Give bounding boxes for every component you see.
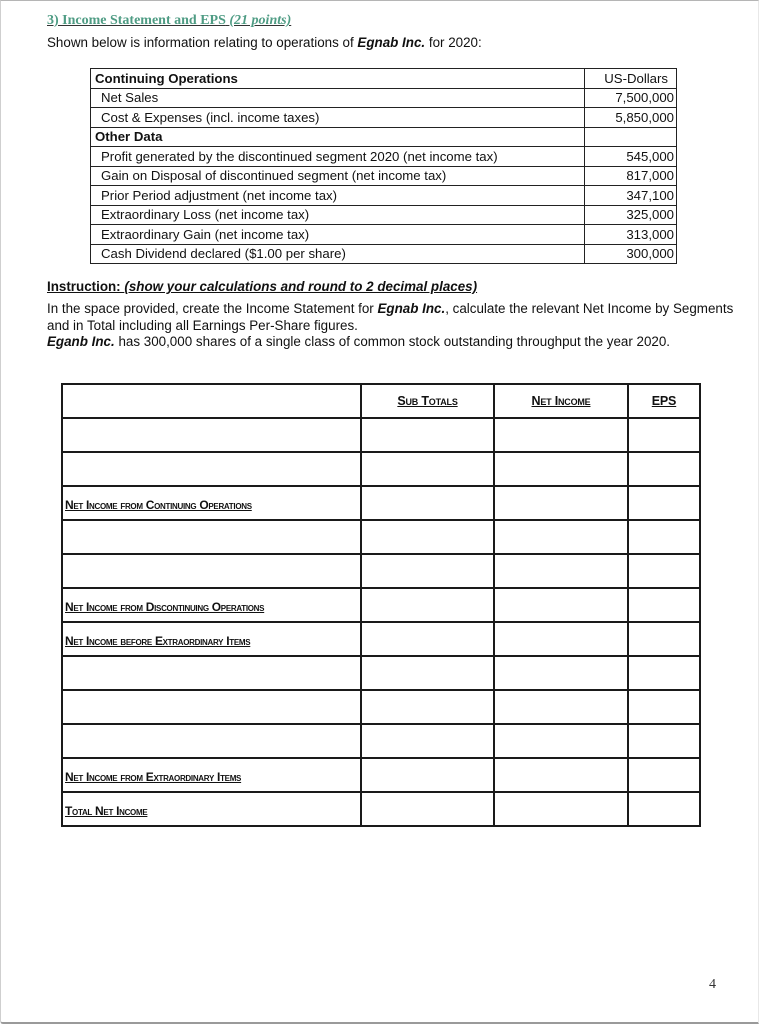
title-text: 3) Income Statement and EPS	[47, 13, 226, 28]
eps-cell[interactable]	[628, 622, 700, 656]
table-row	[91, 88, 677, 108]
net-income-cell[interactable]	[494, 418, 628, 452]
eps-cell[interactable]	[628, 758, 700, 792]
eps-cell[interactable]	[628, 486, 700, 520]
row-value: 7,500,000	[585, 88, 677, 108]
section-heading: Other Data	[91, 127, 585, 147]
net-income-cell[interactable]	[494, 486, 628, 520]
table-row	[91, 205, 677, 225]
net-income-cell[interactable]	[494, 656, 628, 690]
subtotal-cell[interactable]	[361, 486, 494, 520]
label-cell[interactable]	[62, 622, 361, 656]
table-row	[91, 244, 677, 264]
row-label	[63, 705, 65, 711]
row-label: Extraordinary Loss (net income tax)	[91, 205, 585, 225]
row-label: Cost & Expenses (incl. income taxes)	[91, 108, 585, 128]
row-value: 347,100	[585, 186, 677, 206]
intro-suffix: for 2020:	[425, 35, 482, 50]
row-value: 325,000	[585, 205, 677, 225]
eps-cell[interactable]	[628, 588, 700, 622]
net-income-cell[interactable]	[494, 588, 628, 622]
eps-cell[interactable]	[628, 792, 700, 826]
operations-data-table	[90, 68, 677, 264]
row-label: Net Income before Extraordinary Items	[65, 634, 251, 648]
header-row	[62, 384, 700, 418]
header-cell-subtotals	[361, 384, 494, 418]
label-cell[interactable]	[62, 656, 361, 690]
table-row	[91, 186, 677, 206]
label-cell[interactable]	[62, 588, 361, 622]
answer-row	[62, 622, 700, 656]
answer-row	[62, 588, 700, 622]
row-value: 817,000	[585, 166, 677, 186]
subtotal-cell[interactable]	[361, 588, 494, 622]
label-cell[interactable]	[62, 690, 361, 724]
answer-row	[62, 452, 700, 486]
row-value: 545,000	[585, 147, 677, 167]
label-cell[interactable]	[62, 792, 361, 826]
row-label: Extraordinary Gain (net income tax)	[91, 225, 585, 245]
subtotal-cell[interactable]	[361, 554, 494, 588]
currency-heading: US-Dollars	[585, 69, 677, 89]
label-cell[interactable]	[62, 452, 361, 486]
eps-cell[interactable]	[628, 656, 700, 690]
answer-row	[62, 418, 700, 452]
net-income-cell[interactable]	[494, 724, 628, 758]
answer-row	[62, 656, 700, 690]
answer-row	[62, 690, 700, 724]
subtotal-cell[interactable]	[361, 520, 494, 554]
eps-cell[interactable]	[628, 690, 700, 724]
eps-cell[interactable]	[628, 452, 700, 486]
row-label: Total Net Income	[65, 804, 148, 818]
row-label: Gain on Disposal of discontinued segment (net income tax)	[91, 166, 585, 186]
net-income-cell[interactable]	[494, 758, 628, 792]
table-row	[91, 225, 677, 245]
row-label: Net Income from Extraordinary Items	[65, 770, 242, 784]
row-label: Net Income from Discontinuing Operations	[65, 600, 265, 614]
net-income-cell[interactable]	[494, 690, 628, 724]
table-row	[91, 69, 677, 89]
table-row	[91, 127, 677, 147]
net-income-cell[interactable]	[494, 554, 628, 588]
net-income-cell[interactable]	[494, 792, 628, 826]
eps-cell[interactable]	[628, 520, 700, 554]
subtotal-cell[interactable]	[361, 758, 494, 792]
column-heading: EPS	[651, 394, 677, 408]
subtotal-cell[interactable]	[361, 418, 494, 452]
row-label	[63, 535, 65, 541]
row-value-empty	[585, 127, 677, 147]
row-label	[63, 467, 65, 473]
instruction-body	[47, 301, 737, 351]
row-label	[63, 671, 65, 677]
instruction-text: , calculate the relevant Net Income by Segments and in Total including all Earnings Per-Share figures.	[47, 301, 734, 333]
instruction-text: In the space provided, create the Income Statement for	[47, 301, 378, 316]
label-cell[interactable]	[62, 758, 361, 792]
row-label: Cash Dividend declared ($1.00 per share)	[91, 244, 585, 264]
answer-row	[62, 724, 700, 758]
label-cell[interactable]	[62, 724, 361, 758]
answer-row	[62, 792, 700, 826]
subtotal-cell[interactable]	[361, 724, 494, 758]
label-cell[interactable]	[62, 486, 361, 520]
eps-cell[interactable]	[628, 554, 700, 588]
row-label	[63, 569, 65, 575]
subtotal-cell[interactable]	[361, 690, 494, 724]
header-cell-net-income	[494, 384, 628, 418]
label-cell[interactable]	[62, 520, 361, 554]
row-label	[63, 433, 65, 439]
income-statement-answer-table	[61, 383, 701, 827]
label-cell[interactable]	[62, 554, 361, 588]
row-value: 300,000	[585, 244, 677, 264]
row-label	[63, 739, 65, 745]
eps-cell[interactable]	[628, 418, 700, 452]
subtotal-cell[interactable]	[361, 452, 494, 486]
intro-text	[47, 35, 482, 50]
instruction-heading	[47, 279, 477, 294]
subtotal-cell[interactable]	[361, 656, 494, 690]
page-number: 4	[709, 977, 716, 992]
instruction-label: Instruction:	[47, 279, 125, 294]
column-heading: Net Income	[531, 394, 591, 408]
instruction-text: has 300,000 shares of a single class of common stock outstanding throughput the year 2020.	[114, 334, 671, 349]
net-income-cell[interactable]	[494, 520, 628, 554]
answer-row	[62, 758, 700, 792]
answer-row	[62, 520, 700, 554]
row-label: Net Income from Continuing Operations	[65, 498, 252, 512]
row-label: Profit generated by the discontinued segment 2020 (net income tax)	[91, 147, 585, 167]
intro-prefix: Shown below is information relating to operations of	[47, 35, 358, 50]
header-cell-blank	[62, 384, 361, 418]
eps-cell[interactable]	[628, 724, 700, 758]
row-label: Prior Period adjustment (net income tax)	[91, 186, 585, 206]
instruction-note: (show your calculations and round to 2 decimal places)	[124, 279, 478, 294]
table-row	[91, 166, 677, 186]
table-row	[91, 108, 677, 128]
answer-row	[62, 486, 700, 520]
net-income-cell[interactable]	[494, 622, 628, 656]
points-label: (21 points)	[229, 13, 292, 28]
intro-company: Egnab Inc.	[357, 35, 426, 50]
net-income-cell[interactable]	[494, 452, 628, 486]
header-cell-eps	[628, 384, 700, 418]
column-heading: Sub Totals	[397, 394, 458, 408]
answer-row	[62, 554, 700, 588]
company-name: Egnab Inc.	[377, 301, 446, 316]
subtotal-cell[interactable]	[361, 622, 494, 656]
table-row	[91, 147, 677, 167]
row-label: Net Sales	[91, 88, 585, 108]
company-name: Eganb Inc.	[47, 334, 115, 349]
row-value: 313,000	[585, 225, 677, 245]
subtotal-cell[interactable]	[361, 792, 494, 826]
question-title	[47, 13, 291, 29]
label-cell[interactable]	[62, 418, 361, 452]
section-heading: Continuing Operations	[91, 69, 585, 89]
row-value: 5,850,000	[585, 108, 677, 128]
